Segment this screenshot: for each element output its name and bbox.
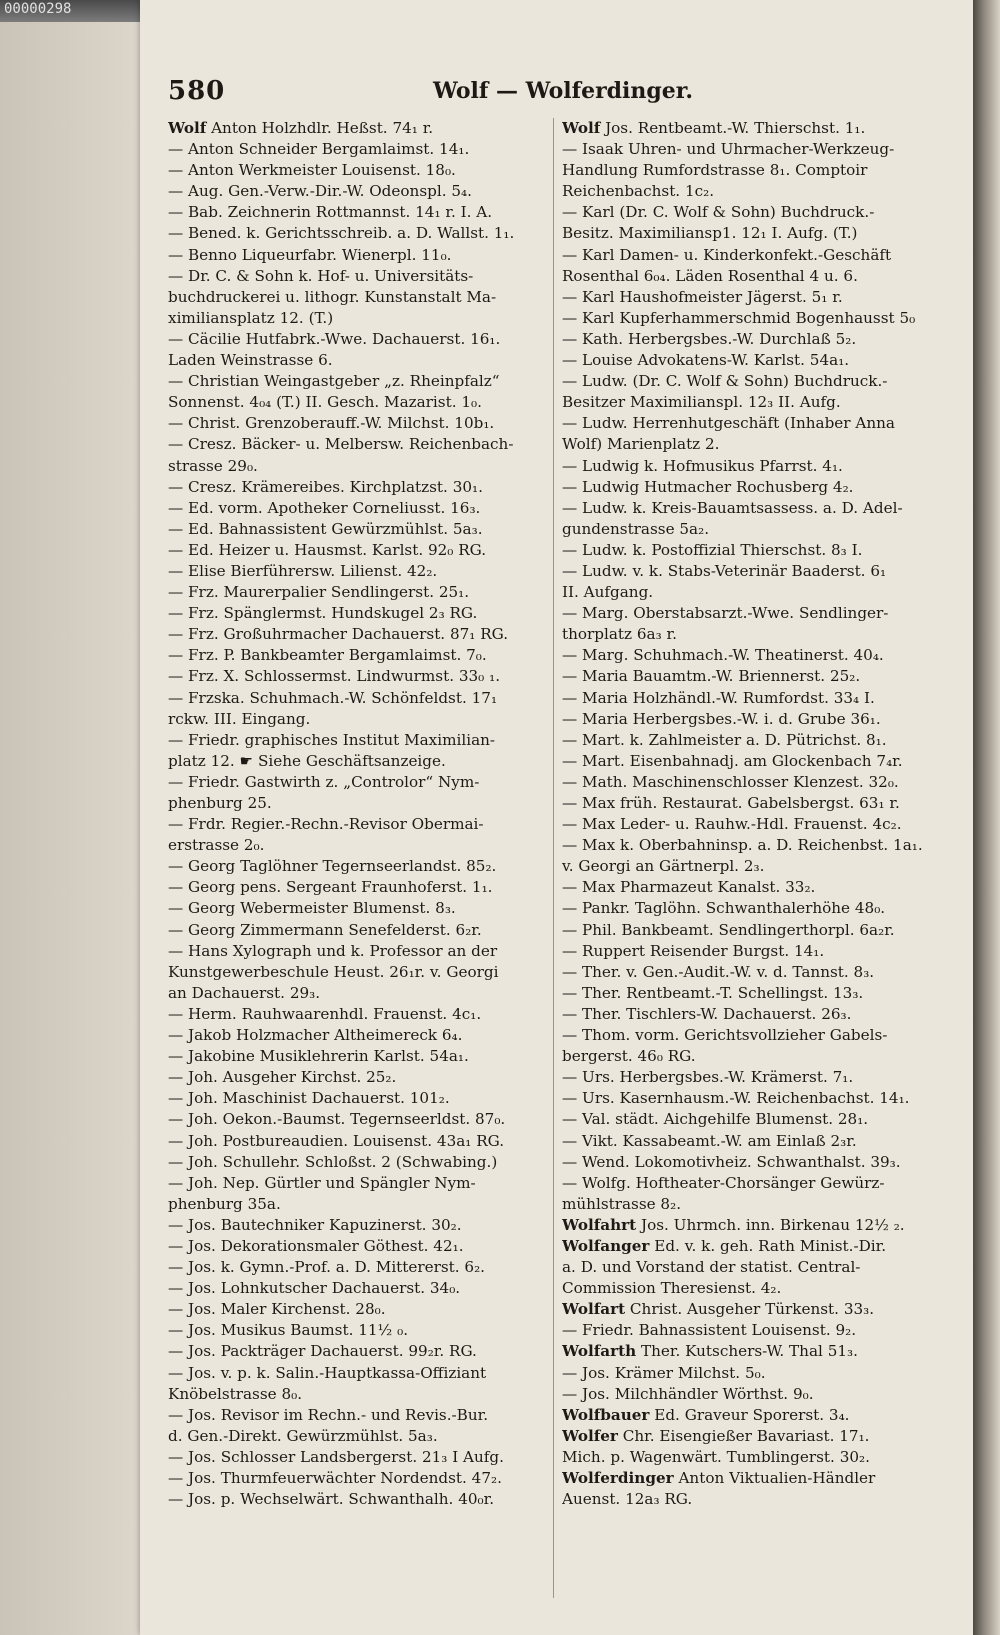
- directory-entry-line: — Pankr. Taglöhn. Schwanthalerhöhe 48₀.: [562, 899, 886, 918]
- directory-entry-line: an Dachauerst. 29₃.: [168, 983, 321, 1002]
- directory-entry-line: — Joh. Oekon.-Baumst. Tegernseerldst. 87₀.: [168, 1110, 506, 1129]
- directory-entry-line: — Ther. Tischlers-W. Dachauerst. 26₃.: [562, 1004, 852, 1023]
- directory-entry-line: rckw. III. Eingang.: [168, 709, 311, 728]
- directory-entry-line: buchdruckerei u. lithogr. Kunstanstalt Ma-: [168, 287, 497, 306]
- directory-entry-line: — Joh. Postbureaudien. Louisenst. 43a₁ RG.: [168, 1131, 505, 1150]
- directory-entry-line: Wolf) Marienplatz 2.: [562, 435, 720, 454]
- directory-entry-line: — Jos. Lohnkutscher Dachauerst. 34₀.: [168, 1279, 461, 1298]
- directory-entry-line: strasse 29₀.: [168, 456, 258, 475]
- directory-entry-line: — Benno Liqueurfabr. Wienerpl. 11₀.: [168, 245, 452, 264]
- directory-entry-line: bergerst. 46₀ RG.: [562, 1047, 696, 1066]
- directory-entry-line: — Cäcilie Hutfabrk.-Wwe. Dachauerst. 16₁.: [168, 329, 501, 348]
- directory-entry-line: — Ludw. k. Kreis-Bauamtsassess. a. D. Adel-: [562, 498, 903, 517]
- directory-entry-line: — Wend. Lokomotivheiz. Schwanthalst. 39₃.: [562, 1152, 901, 1171]
- directory-entry-line: — Cresz. Krämereibes. Kirchplatzst. 30₁.: [168, 477, 483, 496]
- page-edge-shadow: [973, 0, 1000, 1635]
- directory-entry-line: — Max Pharmazeut Kanalst. 33₂.: [562, 878, 816, 897]
- directory-entry-line: — Georg Webermeister Blumenst. 8₃.: [168, 899, 456, 918]
- directory-entry-line: Wolf Anton Holzhdlr. Heßst. 74₁ r.: [168, 119, 434, 137]
- directory-entry-line: — Val. städt. Aichgehilfe Blumenst. 28₁.: [562, 1110, 869, 1129]
- directory-entry-line: — Max früh. Restaurat. Gabelsbergst. 63₁ r.: [562, 794, 900, 812]
- directory-entry-line: — Frz. P. Bankbeamter Bergamlaimst. 7₀.: [168, 646, 487, 665]
- directory-entry-line: — Isaak Uhren- und Uhrmacher-Werkzeug-: [562, 140, 895, 159]
- directory-entry-line: Wolfarth Ther. Kutschers-W. Thal 51₃.: [562, 1342, 858, 1361]
- directory-entry-line: — Karl Damen- u. Kinderkonfekt.-Geschäft: [562, 245, 892, 264]
- directory-entry-line: — Ludw. Herrenhutgeschäft (Inhaber Anna: [562, 414, 895, 433]
- directory-entry-line: — Math. Maschinenschlosser Klenzest. 32₀.: [562, 772, 899, 791]
- directory-entry-line: — Jos. Thurmfeuerwächter Nordendst. 47₂.: [168, 1469, 502, 1487]
- directory-entry-line: — Karl (Dr. C. Wolf & Sohn) Buchdruck.-: [562, 203, 875, 222]
- directory-entry-line: ximiliansplatz 12. (T.): [168, 308, 334, 327]
- directory-entry-line: — Jos. Revisor im Rechn.- und Revis.-Bur.: [168, 1405, 489, 1424]
- directory-entry-line: — Maria Bauamtm.-W. Briennerst. 25₂.: [562, 667, 861, 686]
- directory-entry-line: — Karl Kupferhammerschmid Bogenhausst 5₀: [562, 308, 916, 327]
- directory-entry-line: — Jos. k. Gymn.-Prof. a. D. Mittererst. 6₂.: [168, 1258, 486, 1277]
- directory-entry-line: — Ludwig k. Hofmusikus Pfarrst. 4₁.: [562, 456, 843, 475]
- running-head: Wolf — Wolferdinger.: [432, 78, 694, 104]
- directory-entry-line: — Friedr. graphisches Institut Maximilian-: [168, 730, 496, 749]
- directory-entry-line: — Ruppert Reisender Burgst. 14₁.: [562, 941, 825, 960]
- directory-entry-line: — Ed. vorm. Apotheker Corneliusst. 16₃.: [168, 498, 481, 517]
- scan-background-left: [0, 22, 140, 1635]
- directory-entry-line: — Bab. Zeichnerin Rottmannst. 14₁ r. I. A.: [168, 203, 493, 222]
- directory-entry-line: v. Georgi an Gärtnerpl. 2₃.: [562, 857, 765, 876]
- directory-entry-line: — Max Leder- u. Rauhw.-Hdl. Frauenst. 4c₂.: [562, 815, 902, 834]
- directory-entry-line: — Christian Weingastgeber „z. Rheinpfalz“: [168, 372, 500, 391]
- directory-entry-line: — Ed. Heizer u. Hausmst. Karlst. 92₀ RG.: [168, 540, 487, 559]
- directory-entry-line: — Frz. Maurerpalier Sendlingerst. 25₁.: [168, 583, 470, 602]
- directory-entry-line: — Georg Zimmermann Senefelderst. 6₂r.: [168, 920, 482, 939]
- directory-entry-line: — Max k. Oberbahninsp. a. D. Reichenbst. 1a₁.: [562, 836, 923, 855]
- directory-entry-line: — Dr. C. & Sohn k. Hof- u. Universitäts-: [168, 266, 474, 285]
- directory-entry-line: Besitz. Maximiliansp1. 12₁ I. Aufg. (T.): [562, 224, 858, 243]
- directory-entry-line: — Jos. Musikus Baumst. 11½ ₀.: [168, 1321, 409, 1340]
- directory-entry-line: — Marg. Oberstabsarzt.-Wwe. Sendlinger-: [562, 604, 889, 623]
- directory-entry-line: Sonnenst. 4₀₄ (T.) II. Gesch. Mazarist. 1₀.: [168, 393, 482, 412]
- directory-entry-line: — Georg pens. Sergeant Fraunhoferst. 1₁.: [168, 878, 493, 897]
- directory-entry-line: — Jos. Dekorationsmaler Göthest. 42₁.: [168, 1236, 464, 1255]
- directory-entry-line: a. D. und Vorstand der statist. Central-: [562, 1258, 861, 1277]
- directory-entry-line: — Jos. Milchhändler Wörthst. 9₀.: [562, 1384, 814, 1403]
- directory-entry-line: gundenstrasse 5a₂.: [562, 519, 710, 538]
- directory-entry-line: — Phil. Bankbeamt. Sendlingerthorpl. 6a₂r.: [562, 920, 895, 939]
- directory-entry-line: — Jos. Schlosser Landsbergerst. 21₃ I Aufg.: [168, 1447, 504, 1466]
- directory-entry-line: Auenst. 12a₃ RG.: [562, 1490, 693, 1509]
- directory-entry-line: — Ed. Bahnassistent Gewürzmühlst. 5a₃.: [168, 519, 483, 538]
- directory-entry-line: — Frz. Großuhrmacher Dachauerst. 87₁ RG.: [168, 625, 509, 644]
- directory-entry-line: — Anton Werkmeister Louisenst. 18₀.: [168, 161, 456, 180]
- directory-entry-line: II. Aufgang.: [562, 583, 654, 602]
- directory-entry-line: — Jos. Krämer Milchst. 5₀.: [562, 1363, 766, 1382]
- directory-entry-line: Wolfer Chr. Eisengießer Bavariast. 17₁.: [562, 1426, 870, 1445]
- directory-entry-line: Knöbelstrasse 8₀.: [168, 1384, 303, 1403]
- directory-entry-line: — Joh. Maschinist Dachauerst. 101₂.: [168, 1089, 450, 1108]
- directory-entry-line: — Jos. v. p. k. Salin.-Hauptkassa-Offiziant: [168, 1363, 487, 1382]
- directory-entry-line: — Frz. Spänglermst. Hundskugel 2₃ RG.: [168, 604, 478, 623]
- directory-entry-line: — Bened. k. Gerichtsschreib. a. D. Wallst. 1₁.: [168, 224, 515, 243]
- directory-entry-line: phenburg 25.: [168, 794, 272, 812]
- directory-entry-line: — Ther. v. Gen.-Audit.-W. v. d. Tannst. 8₃.: [562, 962, 875, 981]
- directory-entry-line: — Joh. Ausgeher Kirchst. 25₂.: [168, 1068, 397, 1087]
- directory-entry-line: — Louise Advokatens-W. Karlst. 54a₁.: [562, 351, 850, 370]
- directory-entry-line: Handlung Rumfordstrasse 8₁. Comptoir: [562, 161, 868, 180]
- directory-entry-line: — Karl Haushofmeister Jägerst. 5₁ r.: [562, 287, 843, 306]
- directory-entry-line: — Vikt. Kassabeamt.-W. am Einlaß 2₃r.: [562, 1131, 857, 1150]
- directory-entry-line: — Ludw. v. k. Stabs-Veterinär Baaderst. 6₁: [562, 561, 887, 580]
- directory-entry-line: — Marg. Schuhmach.-W. Theatinerst. 40₄.: [562, 646, 884, 665]
- left-column: [168, 118, 548, 1510]
- directory-entry-line: — Maria Herbergsbes.-W. i. d. Grube 36₁.: [562, 709, 881, 728]
- directory-entry-line: — Christ. Grenzoberauff.-W. Milchst. 10b₁.: [168, 414, 495, 433]
- column-divider: [553, 118, 554, 1598]
- directory-entry-line: — Joh. Nep. Gürtler und Spängler Nym-: [168, 1173, 476, 1192]
- directory-entry-line: platz 12. ☛ Siehe Geschäftsanzeige.: [168, 751, 446, 770]
- directory-entry-line: — Friedr. Gastwirth z. „Controlor“ Nym-: [168, 772, 480, 791]
- directory-entry-line: — Ludw. (Dr. C. Wolf & Sohn) Buchdruck.-: [562, 372, 888, 391]
- directory-entry-line: — Ludwig Hutmacher Rochusberg 4₂.: [562, 477, 854, 496]
- directory-entry-line: — Jos. Maler Kirchenst. 28₀.: [168, 1300, 386, 1319]
- directory-entry-line: Kunstgewerbeschule Heust. 26₁r. v. Georgi: [168, 962, 499, 981]
- directory-entry-line: — Jos. p. Wechselwärt. Schwanthalh. 40₀r.: [168, 1490, 495, 1509]
- directory-entry-line: — Joh. Schullehr. Schloßst. 2 (Schwabing.): [168, 1152, 498, 1171]
- directory-entry-line: thorplatz 6a₃ r.: [562, 625, 677, 644]
- directory-entry-line: — Mart. Eisenbahnadj. am Glockenbach 7₄r.: [562, 751, 903, 770]
- directory-entry-line: phenburg 35a.: [168, 1194, 281, 1213]
- directory-entry-line: Laden Weinstrasse 6.: [168, 351, 333, 370]
- directory-entry-line: — Thom. vorm. Gerichtsvollzieher Gabels-: [562, 1026, 888, 1045]
- directory-entry-line: — Hans Xylograph und k. Professor an der: [168, 941, 498, 960]
- directory-entry-line: Rosenthal 6₀₄. Läden Rosenthal 4 u. 6.: [562, 266, 858, 285]
- directory-entry-line: Wolfahrt Jos. Uhrmch. inn. Birkenau 12½ ₂.: [562, 1215, 905, 1234]
- directory-entry-line: erstrasse 2₀.: [168, 836, 265, 855]
- page-number: 580: [168, 76, 226, 106]
- directory-entry-line: — Maria Holzhändl.-W. Rumfordst. 33₄ I.: [562, 688, 875, 707]
- directory-entry-line: — Ther. Rentbeamt.-T. Schellingst. 13₃.: [562, 983, 864, 1002]
- directory-entry-line: Wolferdinger Anton Viktualien-Händler: [562, 1469, 876, 1487]
- directory-entry-line: — Georg Taglöhner Tegernseerlandst. 85₂.: [168, 857, 497, 876]
- page-header: [168, 76, 958, 108]
- directory-entry-line: — Jakob Holzmacher Altheimereck 6₄.: [168, 1026, 463, 1045]
- directory-entry-line: Wolfart Christ. Ausgeher Türkenst. 33₃.: [562, 1300, 875, 1319]
- directory-entry-line: Besitzer Maximilianspl. 12₃ II. Aufg.: [562, 393, 841, 412]
- directory-entry-line: — Jos. Packträger Dachauerst. 99₂r. RG.: [168, 1342, 477, 1361]
- directory-entry-line: — Frdr. Regier.-Rechn.-Revisor Obermai-: [168, 815, 484, 834]
- directory-entry-line: — Friedr. Bahnassistent Louisenst. 9₂.: [562, 1321, 857, 1340]
- directory-entry-line: — Cresz. Bäcker- u. Melbersw. Reichenbach-: [168, 435, 514, 454]
- directory-entry-line: d. Gen.-Direkt. Gewürzmühlst. 5a₃.: [168, 1426, 438, 1445]
- directory-entry-line: Wolfbauer Ed. Graveur Sporerst. 3₄.: [562, 1405, 850, 1424]
- directory-entry-line: — Mart. k. Zahlmeister a. D. Pütrichst. 8₁.: [562, 730, 887, 749]
- right-column: [562, 118, 942, 1510]
- directory-entry-line: — Urs. Herbergsbes.-W. Krämerst. 7₁.: [562, 1068, 854, 1087]
- directory-entry-line: Mich. p. Wagenwärt. Tumblingerst. 30₂.: [562, 1447, 870, 1466]
- directory-entry-line: — Elise Bierführersw. Lilienst. 42₂.: [168, 561, 438, 580]
- directory-entry-line: Wolf Jos. Rentbeamt.-W. Thierschst. 1₁.: [562, 119, 866, 137]
- directory-entry-line: — Urs. Kasernhausm.-W. Reichenbachst. 14₁.: [562, 1089, 910, 1108]
- directory-entry-line: — Kath. Herbergsbes.-W. Durchlaß 5₂.: [562, 329, 857, 348]
- directory-entry-line: — Jos. Bautechniker Kapuzinerst. 30₂.: [168, 1215, 462, 1234]
- directory-entry-line: — Frz. X. Schlossermst. Lindwurmst. 33₀ ₁.: [168, 667, 501, 686]
- directory-entry-line: mühlstrasse 8₂.: [562, 1194, 682, 1213]
- directory-entry-line: Reichenbachst. 1c₂.: [562, 182, 715, 201]
- directory-entry-line: — Herm. Rauhwaarenhdl. Frauenst. 4c₁.: [168, 1004, 482, 1023]
- directory-entry-line: — Aug. Gen.-Verw.-Dir.-W. Odeonspl. 5₄.: [168, 182, 472, 201]
- directory-entry-line: — Wolfg. Hoftheater-Chorsänger Gewürz-: [562, 1173, 885, 1192]
- scan-id-label: 00000298: [4, 1, 72, 17]
- directory-entry-line: — Frzska. Schuhmach.-W. Schönfeldst. 17₁: [168, 688, 498, 707]
- directory-entry-line: — Ludw. k. Postoffizial Thierschst. 8₃ I.: [562, 540, 863, 559]
- directory-entry-line: — Anton Schneider Bergamlaimst. 14₁.: [168, 140, 470, 159]
- directory-entry-line: — Jakobine Musiklehrerin Karlst. 54a₁.: [168, 1047, 469, 1066]
- directory-entry-line: Wolfanger Ed. v. k. geh. Rath Minist.-Dir.: [562, 1236, 887, 1255]
- directory-entry-line: Commission Theresienst. 4₂.: [562, 1279, 782, 1298]
